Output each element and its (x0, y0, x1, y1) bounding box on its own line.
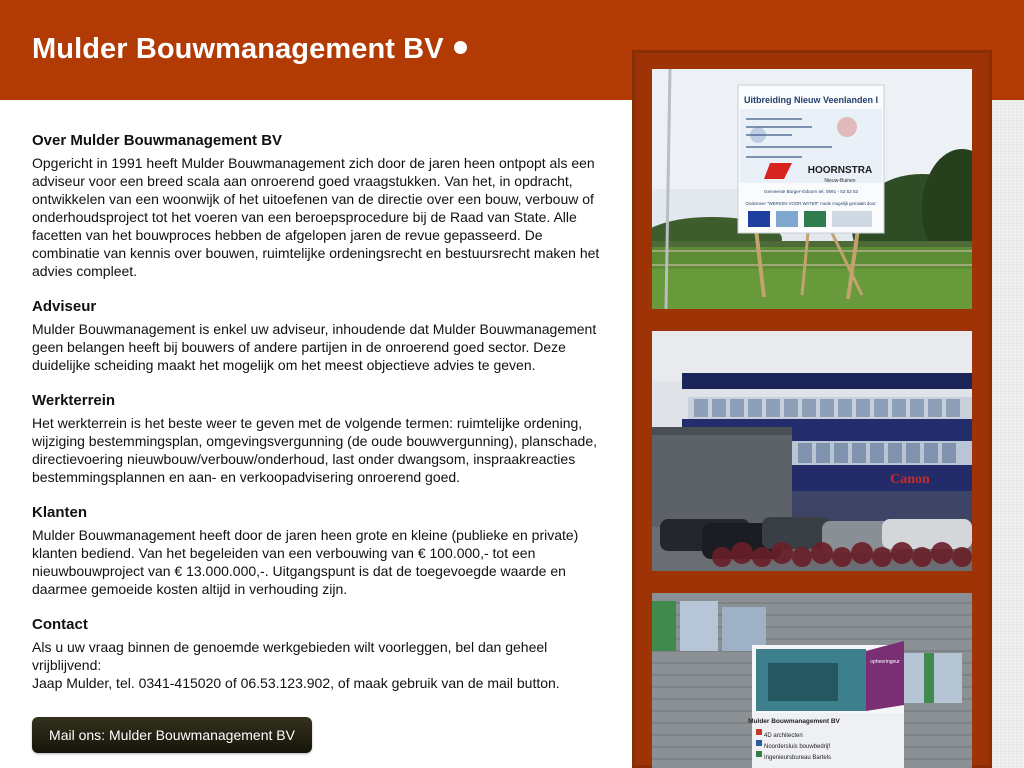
section-text: Opgericht in 1991 heeft Mulder Bouwmanagement zich door de jaren heen ontpopt als een adviseur voor een breed scala aan onroerend goed vraagstukken. Van het, in opdracht, ontwikkelen van een woonwijk of het uitoefenen van de directie over een bouw, verbouw of onderhoudsproject tot het voeren van een beroepsprocedure bij de Raad van State. Alle facetten van het bouwproces hebben de afgelopen jaren de revue gepasseerd. De combinatie van kennis over bouwen, ruimtelijke ordeningsrecht en bestuursrecht maken het advies compleet. (32, 155, 600, 279)
photo-office-board (652, 593, 972, 768)
section-text: Als u uw vraag binnen de genoemde werkgebieden wilt voorleggen, bel dan geheel vrijblijvend: (32, 639, 548, 673)
photo-panel (632, 50, 992, 768)
section-heading: Contact (32, 616, 88, 633)
site-title[interactable] (32, 31, 467, 67)
section-text: Het werkterrein is het beste weer te geven met de volgende termen: ruimtelijke ordening, wijziging bestemmingsplan, omgevingsvergunning (de oude bouwvergunning), planschade, directievoering nieuwbouw/verbouw/onderhoud, last onder dwangsom, inspraakreacties bestemmingsplannen en aan- en verkoopadvisering onroerend goed. (32, 415, 598, 485)
sign-title: Uitbreiding Nieuw Veenlanden I (743, 95, 879, 105)
content-column (32, 131, 610, 709)
section-heading: Adviseur (32, 298, 97, 315)
board-title: Mulder Bouwmanagement BV (748, 718, 840, 725)
section-adviseur (32, 297, 610, 374)
sign-company: HOORNSTRA (807, 165, 873, 176)
sign-footer: Onderneer "WERKEN VOOR WATER" mede mogelijk gemaakt door: (745, 201, 877, 206)
section-over (32, 131, 610, 280)
sign-company-sub: Nieuw-Buinen (824, 178, 856, 184)
canon-sign: Canon (890, 472, 930, 487)
section-heading: Klanten (32, 504, 88, 521)
title-dot-icon (454, 41, 467, 54)
board-row-2: Noordersluis bouwbedrijf (764, 744, 831, 750)
section-contact (32, 615, 610, 692)
section-werkterrein (32, 391, 610, 486)
main-content (0, 100, 632, 768)
site-title-text[interactable]: Mulder Bouwmanagement BV (32, 33, 444, 65)
photo-canon-building (652, 331, 972, 571)
sign-municipality: Gemeente Borger-Odoorn tel. 0591 - 53 53 53 (763, 189, 859, 194)
panel-brand: opheeringeur (870, 659, 900, 665)
contact-details: Jaap Mulder, tel. 0341-415020 of 06.53.123.902, of maak gebruik van de mail button. (32, 675, 560, 691)
section-text: Mulder Bouwmanagement heeft door de jaren heen grote en kleine (publieke en private) klanten bediend. Van het begeleiden van een verbouwing van € 100.000,- tot een nieuwbouwproject van € 13.000.000,-. Uitgangspunt is dat de toegevoegde waarde en daarmee gemoeide kosten altijd in verhouding zijn. (32, 527, 579, 597)
board-row-1: 4D architecten (764, 733, 803, 739)
mail-button[interactable]: Mail ons: Mulder Bouwmanagement BV (32, 717, 312, 753)
section-heading: Over Mulder Bouwmanagement BV (32, 132, 283, 149)
section-heading: Werkterrein (32, 392, 116, 409)
section-text: Mulder Bouwmanagement is enkel uw adviseur, inhoudende dat Mulder Bouwmanagement geen belangen heeft bij bouwers of andere partijen in de onroerend goed sector. Deze duidelijke scheiding maakt het mogelijk om het meest objectieve advies te geven. (32, 321, 597, 373)
section-klanten (32, 503, 610, 598)
photo-construction-sign (652, 69, 972, 309)
board-row-3: Ingenieursbureau Bartels (764, 755, 832, 761)
